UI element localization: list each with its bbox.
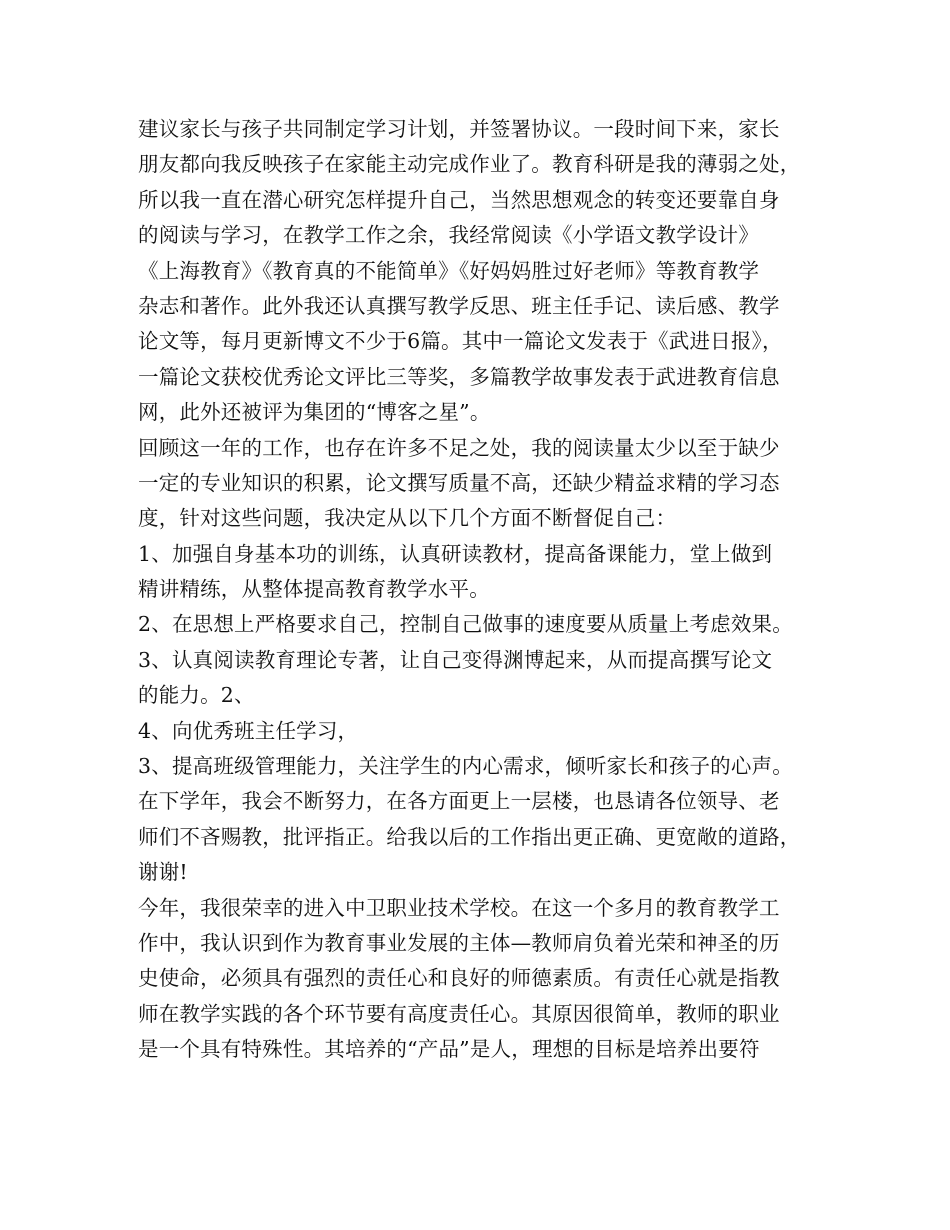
text-line: 师在教学实践的各个环节要有高度责任心。其原因很简单，教师的职业 bbox=[138, 1001, 780, 1026]
text-line: 师们不吝赐教，批评指正。给我以后的工作指出更正确、更宽敞的道路， bbox=[138, 824, 801, 849]
text-line: 是一个具有特殊性。其培养的“产品”是人，理想的目标是培养出要符 bbox=[138, 1037, 760, 1062]
text-line: 度，针对这些问题，我决定从以下几个方面不断督促自己： bbox=[138, 506, 677, 531]
list-item-line: 3、提高班级管理能力，关注学生的内心需求，倾听家长和孩子的心声。 bbox=[138, 754, 793, 779]
text-line: 朋友都向我反映孩子在家能主动完成作业了。教育科研是我的薄弱之处， bbox=[138, 152, 801, 177]
text-line: 回顾这一年的工作，也存在许多不足之处，我的阅读量太少以至于缺少 bbox=[138, 435, 780, 460]
text-line: 一定的专业知识的积累，论文撰写质量不高，还缺少精益求精的学习态 bbox=[138, 470, 780, 495]
text-line: 谢谢! bbox=[138, 860, 188, 885]
list-item-line: 2、在思想上严格要求自己，控制自己做事的速度要从质量上考虑效果。 bbox=[138, 612, 793, 637]
text-line: 作中，我认识到作为教育事业发展的主体—教师肩负着光荣和神圣的历 bbox=[138, 930, 780, 955]
text-line: 一篇论文获校优秀论文评比三等奖，多篇教学故事发表于武进教育信息 bbox=[138, 364, 780, 389]
text-line: 史使命，必须具有强烈的责任心和良好的师德素质。有责任心就是指教 bbox=[138, 966, 780, 991]
text-line: 所以我一直在潜心研究怎样提升自己，当然思想观念的转变还要靠自身 bbox=[138, 187, 780, 212]
text-line: 论文等，每月更新博文不少于6篇。其中一篇论文发表于《武进日报》， bbox=[138, 329, 783, 354]
text-line: 建议家长与孩子共同制定学习计划，并签署协议。一段时间下来，家长 bbox=[138, 117, 780, 141]
list-item-line: 3、认真阅读教育理论专著，让自己变得渊博起来，从而提高撰写论文 bbox=[138, 647, 773, 672]
text-line: 在下学年，我会不断努力，在各方面更上一层楼，也恳请各位领导、老 bbox=[138, 789, 780, 814]
text-line: 杂志和著作。此外我还认真撰写教学反思、班主任手记、读后感、教学 bbox=[138, 293, 780, 318]
list-item-line: 1、加强自身基本功的训练，认真研读教材，提高备课能力，堂上做到 bbox=[138, 541, 773, 566]
text-line: 的阅读与学习，在教学工作之余，我经常阅读《小学语文教学设计》 bbox=[138, 223, 759, 248]
text-line: 今年，我很荣幸的进入中卫职业技术学校。在这一个多月的教育教学工 bbox=[138, 895, 780, 920]
list-item-line: 的能力。2、 bbox=[138, 683, 255, 708]
list-item-line: 4、向优秀班主任学习， bbox=[138, 718, 359, 743]
list-item-line: 精讲精练，从整体提高教育教学水平。 bbox=[138, 577, 490, 602]
document-body bbox=[138, 112, 828, 1068]
text-line: 《上海教育》《教育真的不能简单》《好妈妈胜过好老师》等教育教学 bbox=[138, 258, 760, 283]
text-line: 网，此外还被评为集团的“博客之星”。 bbox=[138, 400, 491, 425]
